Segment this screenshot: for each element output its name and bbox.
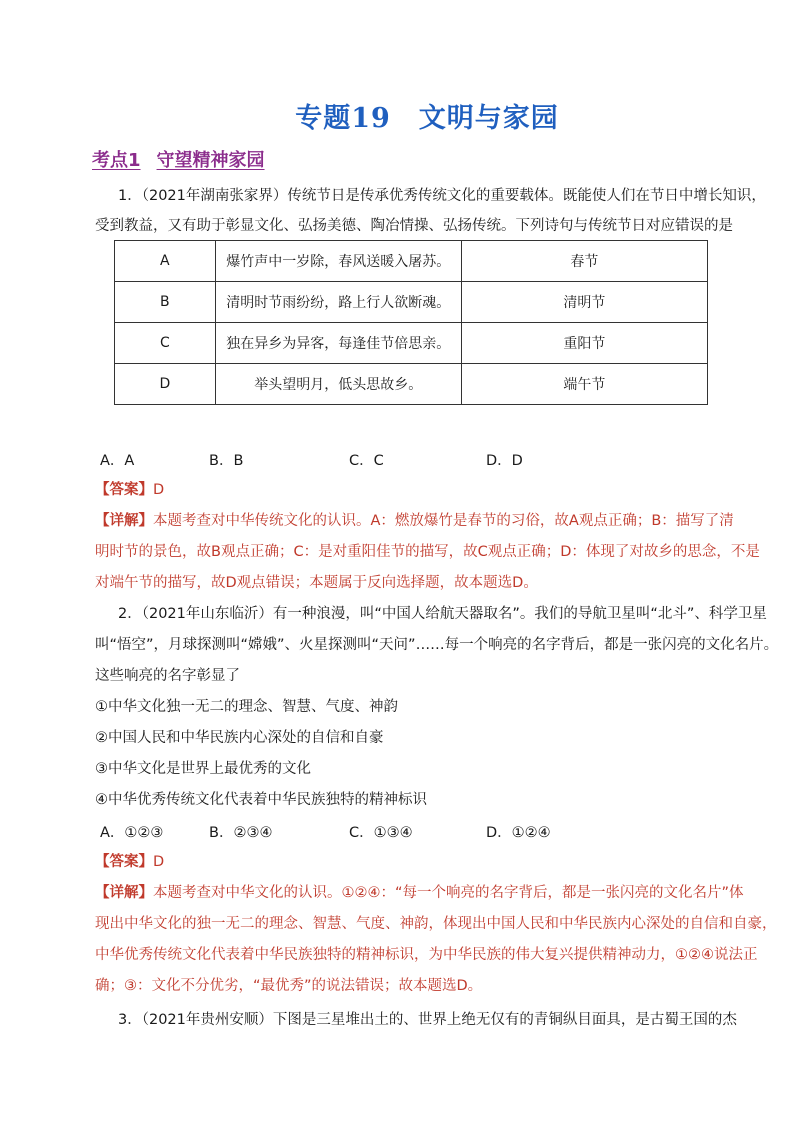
table-cell-festival: 春节 [461, 241, 707, 282]
q2-item-3: ③中华文化是世界上最优秀的文化 [95, 761, 311, 777]
choice-b: B．②③④ [209, 825, 273, 841]
choice-c: C．①③④ [349, 825, 413, 841]
table-cell-letter: D [115, 364, 216, 405]
detail-label: 【详解】 [95, 513, 153, 529]
choice-d: D．①②④ [486, 825, 551, 841]
q2-detail-line-3: 中华优秀传统文化代表着中华民族独特的精神标识，为中华民族的伟大复兴提供精神动力，①②④说法正 [95, 947, 758, 963]
q2-item-1: ①中华文化独一无二的理念、智慧、气度、神韵 [95, 699, 398, 715]
q2-stem-line-1: 2．（2021年山东临沂）有一种浪漫，叫“中国人给航天器取名”。我们的导航卫星叫“北斗”、科学卫星 [118, 606, 767, 622]
q1-stem-line-2: 受到教益，又有助于彰显文化、弘扬美德、陶冶情操、弘扬传统。下列诗句与传统节日对应错误的是 [95, 218, 733, 234]
q1-answer [95, 480, 164, 500]
table-row [115, 241, 708, 282]
answer-label: 【答案】 [95, 854, 153, 870]
table-cell-poem: 清明时节雨纷纷，路上行人欲断魂。 [215, 282, 461, 323]
table-cell-poem: 爆竹声中一岁除，春风送暖入屠苏。 [215, 241, 461, 282]
table-cell-festival: 重阳节 [461, 323, 707, 364]
q2-detail-line-1 [95, 883, 744, 903]
q2-detail-line-2: 现出中华文化的独一无二的理念、智慧、气度、神韵，体现出中国人民和中华民族内心深处的自信和自豪， [95, 916, 777, 932]
section-name: 守望精神家园 [156, 150, 265, 171]
choice-a: A．①②③ [100, 825, 164, 841]
table-cell-letter: A [115, 241, 216, 282]
q2-stem-line-2: 叫“悟空”，月球探测叫“嫦娥”、火星探测叫“天问”……每一个响亮的名字背后，都是一张闪亮的文化名片。 [95, 637, 779, 653]
choice-a: A．A [100, 453, 135, 469]
answer-value: D [153, 482, 165, 498]
choice-d: D．D [486, 453, 523, 469]
detail-text: 本题考查对中华传统文化的认识。A：燃放爆竹是春节的习俗，故A观点正确；B：描写了清 [153, 513, 734, 529]
table-row [115, 282, 708, 323]
table-cell-poem: 举头望明月，低头思故乡。 [215, 364, 461, 405]
q1-options-table [114, 240, 708, 405]
table-cell-festival: 端午节 [461, 364, 707, 405]
q2-item-4: ④中华优秀传统文化代表着中华民族独特的精神标识 [95, 792, 427, 808]
page-title: 专题19 文明与家园 [295, 103, 559, 134]
q2-answer [95, 852, 164, 872]
table-row [115, 323, 708, 364]
table-row [115, 364, 708, 405]
q1-detail-line-2: 明时节的景色，故B观点正确；C：是对重阳佳节的描写，故C观点正确；D：体现了对故乡的思念，不是 [95, 544, 760, 560]
choice-b: B．B [209, 453, 244, 469]
q1-stem-line-1: 1．（2021年湖南张家界）传统节日是传承优秀传统文化的重要载体。既能使人们在节日中增长知识， [118, 188, 766, 204]
detail-label: 【详解】 [95, 885, 153, 901]
q2-detail-line-4: 确；③：文化不分优劣，“最优秀”的说法错误；故本题选D。 [95, 978, 483, 994]
q2-item-2: ②中国人民和中华民族内心深处的自信和自豪 [95, 730, 384, 746]
detail-text: 本题考查对中华文化的认识。①②④：“每一个响亮的名字背后，都是一张闪亮的文化名片”体 [153, 885, 744, 901]
q3-stem-line-1: 3．（2021年贵州安顺）下图是三星堆出土的、世界上绝无仅有的青铜纵目面具，是古蜀王国的杰 [118, 1012, 737, 1028]
table-cell-letter: B [115, 282, 216, 323]
table-cell-festival: 清明节 [461, 282, 707, 323]
section-label: 考点1 [92, 150, 141, 171]
table-cell-poem: 独在异乡为异客，每逢佳节倍思亲。 [215, 323, 461, 364]
q1-detail-line-3: 对端午节的描写，故D观点错误；本题属于反向选择题，故本题选D。 [95, 575, 538, 591]
q2-stem-line-3: 这些响亮的名字彰显了 [95, 668, 240, 684]
choice-c: C．C [349, 453, 384, 469]
q1-detail-line-1 [95, 511, 734, 531]
section-heading [92, 146, 265, 172]
table-cell-letter: C [115, 323, 216, 364]
answer-label: 【答案】 [95, 482, 153, 498]
answer-value: D [153, 854, 165, 870]
